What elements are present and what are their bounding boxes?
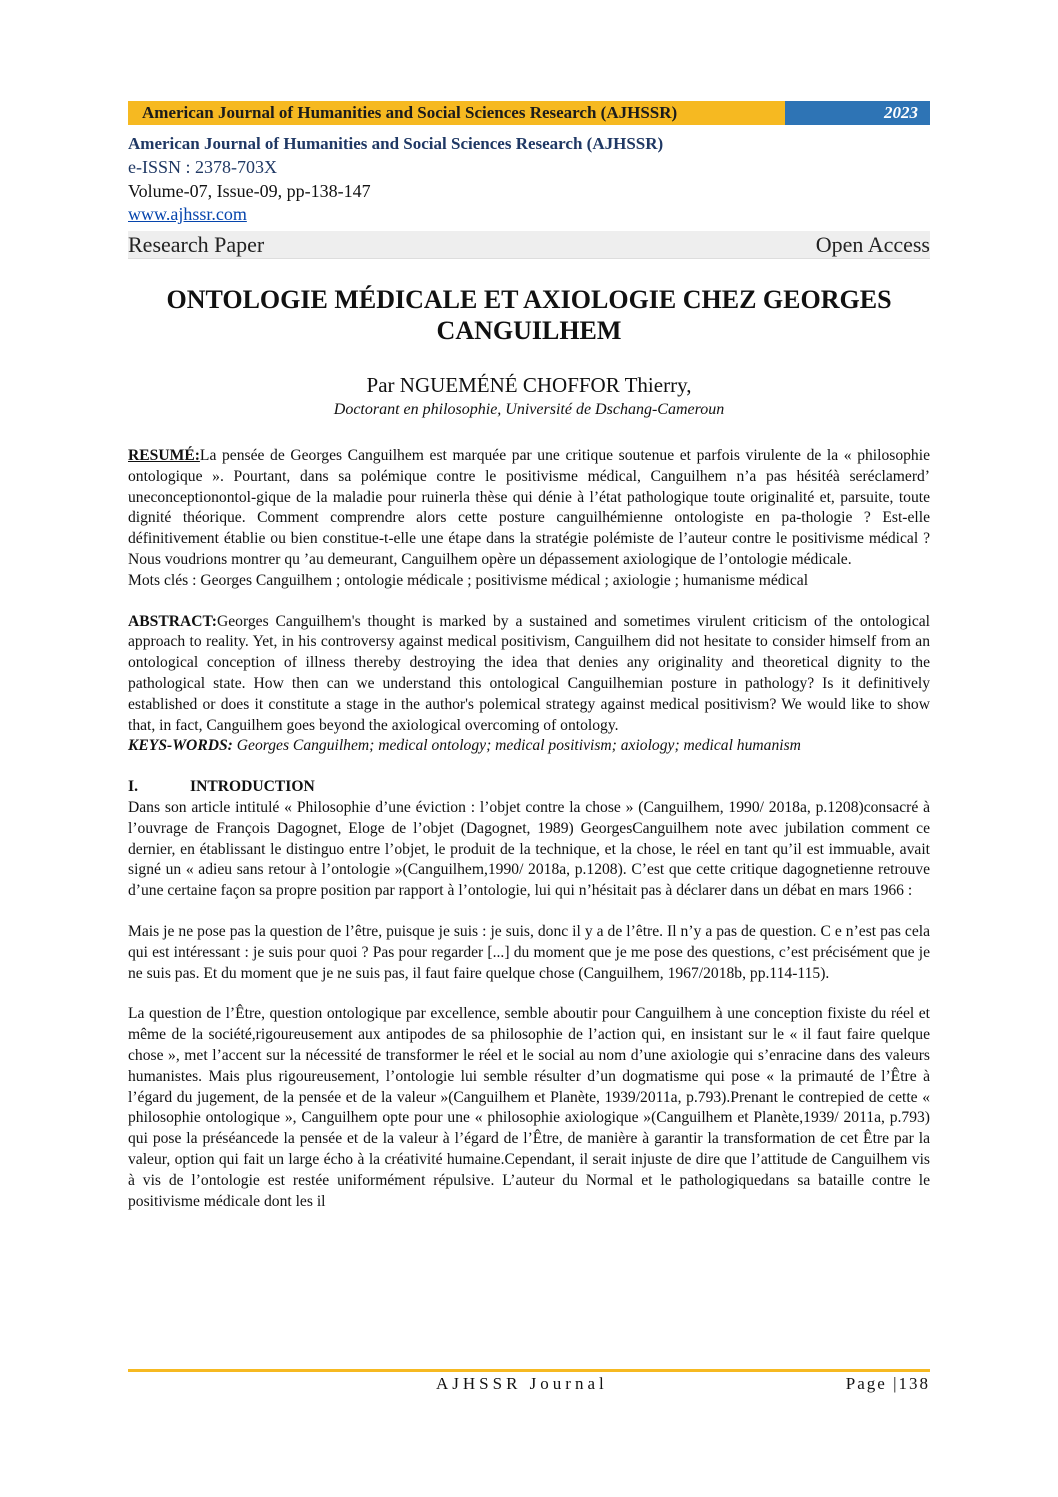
journal-banner <box>128 101 930 125</box>
keywords-label: KEYS-WORDS: <box>128 737 233 755</box>
paper-type: Research Paper <box>128 231 265 257</box>
page-number: Page |138 <box>845 1374 930 1393</box>
website-link[interactable]: www.ajhssr.com <box>128 204 247 224</box>
section-heading <box>128 777 930 798</box>
issn: e-ISSN : 2378-703X <box>128 157 277 177</box>
resume-keywords: Mots clés : Georges Canguilhem ; ontologie médicale ; positivisme médical ; axiologie ; humanisme médical <box>128 571 809 589</box>
title-line-2: CANGUILHEM <box>436 316 622 345</box>
section-number: I. <box>128 778 138 796</box>
intro-paragraph-1: Dans son article intitulé « Philosophie d’une éviction : l’objet contre la chose » (Canguilhem, 1990/ 2018a, p.1208)consacré à l’ouvrage de François Dagognet, Eloge de l’objet (Dagognet, 1989) GeorgesCanguilhem note avec jubilation comment ce dernier, en établissant le distinguo entre l’objet, le produit de la technique, et la chose, le réel en tant qu’il est immuable, avait signé un « adieu sans retour à l’ontologie »(Canguilhem,1990/ 2018a, p.1208). C’est que cette critique dagognetienne retrouve d’une certaine façon sa propre position par rapport à l’ontologie, lui qui n’hésitait pas à déclarer dans un débat en mars 1966 : <box>128 798 930 900</box>
author-affiliation: Doctorant en philosophie, Université de Dschang-Cameroun <box>333 401 725 418</box>
banner-year: 2023 <box>785 101 930 125</box>
page-footer <box>128 1374 930 1396</box>
abstract-label: ABSTRACT: <box>128 612 217 630</box>
open-access-label: Open Access <box>815 231 930 257</box>
resume-text: La pensée de Georges Canguilhem est marquée par une critique soutenue et parfois virulente de la « philosophie ontologique ». Pourtant, dans sa polémique contre le positivisme médical, Canguilhem n’a pas hésitéà seréclamerd’ uneconceptionontol-gique de la maladie pour ruinerla thèse qui dénie à l’état pathologique toute originalité et, parsuite, toute dignité théorique. Comment comprendre alors cette posture canguilhémienne ontologiste en pa-thologie ? Est-elle définitivement établie ou bien constitue-t-elle une étape dans la stratégie polémiste de l’auteur contre le positivisme médical ? Nous voudrions montrer qu ’au demeurant, Canguilhem opère un dépassement axiologique de l’ontologie médicale. <box>128 447 930 568</box>
journal-name: American Journal of Humanities and Social Sciences Research (AJHSSR) <box>128 134 664 153</box>
footer-journal: AJHSSR Journal <box>436 1374 608 1393</box>
section-title: INTRODUCTION <box>190 778 315 796</box>
journal-meta <box>128 133 930 225</box>
abstract-paragraph <box>128 612 930 737</box>
abstract-text: Georges Canguilhem's thought is marked by a sustained and sometimes virulent criticism of the ontological approach to reality. Yet, in his controversy against medical positivism, Canguilhem did not hesitate to consider himself from an ontological conception of illness thereby destroying the idea that denies any originality and theoretical dignity to the pathological state. How then can we understand this ontological Canguilhemian posture in pathology? Is it definitively established or does it constitute a stage in the author's polemical strategy against medical positivism? We would like to show that, in fact, Canguilhem goes beyond the axiological overcoming of ontology. <box>128 612 930 734</box>
article-body <box>128 446 930 1212</box>
banner-journal-name: American Journal of Humanities and Social Sciences Research (AJHSSR) <box>128 101 785 125</box>
intro-paragraph-2: La question de l’Être, question ontologique par excellence, semble aboutir pour Canguilhem à une conception fixiste du réel et même de la société,rigoureusement aux antipodes de sa philosophie de l’action qui, en insistant sur le « il faut faire quelque chose », met l’accent sur la nécessité de transformer le réel et le social au nom d’une axiologie qui s’enracine dans des valeurs humanistes. Mais plus rigoureusement, l’ontologie lui semble résulter d’un dogmatisme qui pose « la primauté de l’Être à l’égard du jugement, de la pensée et de la valeur »(Canguilhem et Planète, 1939/2011a, p.793).Prenant le contrepied de cette « philosophie ontologique », Canguilhem opte pour une « philosophie axiologique »(Canguilhem et Planète,1939/ 2011a, p.793) qui pose la préséancede la pensée et de la valeur à l’égard de l’Être, de manière à garantir la transformation de cet Être par la valeur, option qui fait un large écho à la créativité humaine.Cependant, il serait injuste de dire que l’attitude de Canguilhem vis à vis de l’ontologie est restée uniformément répulsive. L’auteur du Normal et le pathologiquedans sa bataille contre le positivisme médicale dont les il <box>128 1005 930 1210</box>
article-title <box>128 284 930 346</box>
volume-issue: Volume-07, Issue-09, pp-138-147 <box>128 181 371 201</box>
title-line-1: ONTOLOGIE MÉDICALE ET AXIOLOGIE CHEZ GEORGES <box>166 285 892 314</box>
resume-label: RESUMÉ: <box>128 447 200 464</box>
block-quote: Mais je ne pose pas la question de l’être, puisque je suis : je suis, donc il y a de l’être. Il n’y a pas de question. C e n’est pas cela qui est intéressant : je suis pour quoi ? Pas pour regarder [...] du moment que je me pose des questions, c’est précisément que je ne suis pas. Et du moment que je ne suis pas, il faut faire quelque chose (Canguilhem, 1967/2018b, pp.114-115). <box>128 922 930 982</box>
author-name: Par NGUEMÉNÉ CHOFFOR Thierry, <box>366 373 692 397</box>
footer-rule <box>128 1369 930 1372</box>
keywords-text: Georges Canguilhem; medical ontology; medical positivism; axiology; medical humanism <box>232 737 801 755</box>
paper-type-bar <box>128 231 930 259</box>
abstract-keywords <box>128 736 930 757</box>
resume-paragraph <box>128 446 930 571</box>
